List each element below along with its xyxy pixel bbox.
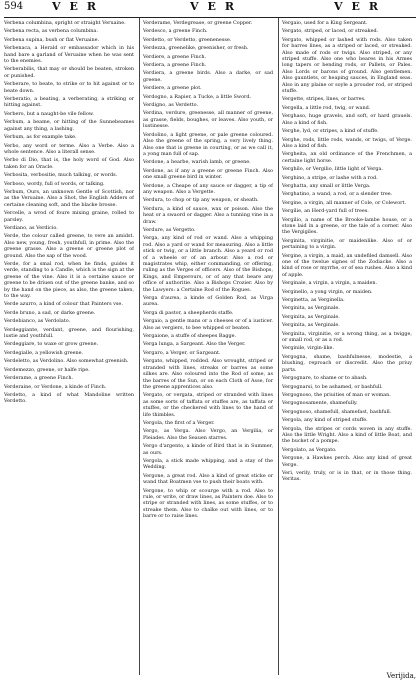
dictionary-entry: Vergognoso, shamefull, shamefast, bashfull. [282, 408, 392, 415]
column-2 [143, 20, 273, 675]
dictionary-entry: Verdigno, as Verdetto. [143, 102, 199, 109]
dictionary-entry: Verghilo, or Vergilio, little light of Verga. [282, 166, 384, 173]
dictionary-entry: Verbena supina, bush or flat Veruaine. [4, 36, 100, 43]
dictionary-entry: Verderame, Verdegrease, or greene Copper. [143, 20, 253, 26]
dictionary-entry: Verbum, as for example take. [4, 134, 77, 141]
dictionary-entry: Verdure, as Vergetto. [143, 226, 196, 233]
dictionary-entry: Verginita, as Verginale. [282, 313, 340, 320]
dictionary-entry: Vergaio, a gentle mans or a cheeses or of a iusticer. Also as vergiers, to bee whipped or beaten. [143, 318, 273, 331]
dictionary-entry: Vergolato, as Vergato. [282, 446, 337, 453]
dictionary-entry: Vergilie, an Herd-yard full of trees. [282, 208, 369, 215]
dictionary-entry: Vergola, the first of a Verger. [143, 419, 215, 426]
dictionary-entry: Verga, any kind of rod or wand. Also a whipping rod. Also a yard or wand for measuring. Also a little stick or twig, or a little branch. Also a yeard or rod of a wheele or of an arbour. Also a rod or magistrates whip, either commanding, or offering, ruling as the Verges of officers. Also of the Bishops, Kings, and Emperours, or of any that beare any office of authoritie. Also a Bishops Crozier. Also by the Lawyers: a Certaine Rod of the Rogues. [143, 235, 273, 293]
dictionary-entry: Vergheita, an old ordinance of the Frenchmen, a certaine light horse. [282, 151, 412, 164]
running-head-right: VER [334, 0, 388, 13]
dictionary-entry: Verdetto, a kind of what Mandoline written Verdetto. [4, 391, 134, 405]
dictionary-entry: Verdetto, or Verdetto, greenenesse. [143, 36, 232, 43]
dictionary-entry: Vergaro, a Verger, or Sargeant. [143, 349, 221, 356]
dictionary-entry: Verboso, wordy, full of words, or talking. [4, 180, 105, 187]
dictionary-entry: Verdone, a Cheape of any sauce or dagger, a tip of any weapon. Also a Vergette. [143, 182, 273, 195]
dictionary-entry: Vergognosamente, shamefully. [282, 400, 358, 407]
dictionary-entry: Vergine, a virgin, all manner of Cole, or Colewort. [282, 199, 407, 206]
dictionary-entry: Verbena columbina, spright or straight Veruaine. [4, 20, 126, 26]
dictionary-entry: Verginita, as Verginale. [282, 322, 340, 329]
dictionary-entry: Verdeggiante, verdant, greene, and flourishing, lustie and youthfull. [4, 326, 134, 340]
dictionary-entry: Verde bruno, a sad, or darke greene. [4, 309, 96, 316]
dictionary-entry: Verde, for a smal rod, when he finds, guides it verde, standing to a Candle, which is the sign at the greene of the vine. Also it is a certaine sauce or greene to be driuen out of the greene banke, and so by the hand on the piece, as also, the greene taken, to the way. [4, 261, 134, 300]
dictionary-entry: Vergo d'argento, a kinde of Bird that is in Summer, as ours. [143, 443, 273, 456]
dictionary-entry: Vergilio, a name of the Brooke-lambe house, or a stone laid in a greene, or the tale of a corner. Also the Vergigiles. [282, 216, 412, 236]
dictionary-entry: Verbena recta, as verbena columbina. [4, 28, 98, 35]
running-head-left: VER [52, 0, 106, 13]
dictionary-entry: Vergella, a little rod, twig, or wand. [282, 104, 371, 111]
dictionary-entry: Vergone, to whip or scourge with a rod. Also to rule, or write, or draw lines, as Painters doe. Also to stripe or stranded with lines, as some stuffes, or to streake them. Also to chalke out with lines, or to barre or to raise lines. [143, 487, 273, 520]
dictionary-entry: Verdone, a hearbe, warish lamb, or greene. [143, 159, 251, 166]
dictionary-entry: Verginita, as Verginale. [282, 305, 340, 312]
dictionary-entry: Verdegialle, a yellowish greene. [4, 349, 84, 356]
dictionary-entry: Verbum, Ours, an unknown Gentle of Scottish, nor as the Veruaine. Also a Shot, the English Adders of certaine cleaning soft, and the blacke brosse. [4, 188, 134, 208]
dictionary-entry: Verghe, lyd, or stripes, a kind of stuffe. [282, 128, 379, 135]
dictionary-entry: Verginita, virginitie, or a wrong thing, as a twigge, or small rod, or as a rod. [282, 330, 412, 344]
dictionary-entry: Verdeletto, as Verdolino. Also somewhat greenish. [4, 358, 129, 365]
dictionary-entry: Verghe, rods, little rods, wands, or twigs, of Verge. Also a kind of fish. [282, 136, 412, 149]
dictionary-entry: Verdebianco, as Verdolato. [4, 318, 71, 325]
dictionary-entry: Verdura, a kind of sauce, wax or poison. Also the heat or a swaord or dagger. Also a tunning vine in a draw. [143, 205, 273, 225]
running-head-center: VER [190, 0, 244, 13]
dictionary-entry: Vergaione, a stuffe of sheepes Bagge. [143, 333, 237, 340]
dictionary-entry: Verghaso, huge gravels, and soft, or hard grauels. Also a kind of fish. [282, 113, 412, 126]
dictionary-entry: Verghino, a stripe, or lashe with a rod. [282, 174, 378, 181]
dictionary-entry: Verdesco, a greene Finch. [143, 28, 208, 35]
column-divider-1 [139, 18, 140, 675]
dictionary-entry: Verdogno, a Rapier, a Tucke, a little Sword. [143, 93, 252, 100]
dictionary-entry: Verghatta, any small or little Verga. [282, 182, 371, 189]
dictionary-entry: Verbo di Dio, that is, the holy word of God. Also taken for an Oracle. [4, 157, 134, 170]
dictionary-entry: Verginile, virgin-like. [282, 345, 334, 352]
dictionary-entry: Vercelle, a wrod of foure mixing graine, rolled to parsley. [4, 210, 134, 223]
column-3 [282, 20, 412, 675]
dictionary-entry: Verberare, to beate, to strike or to hit against or to beate down. [4, 81, 134, 94]
dictionary-entry: Verbosita, verbositie, much talking, or words. [4, 172, 118, 179]
dictionary-entry: Verginita, virginitie, or maidenlike. Also of or pertaining to a virgin. [282, 237, 412, 251]
dictionary-entry: Vergo, as Verga. Also Vergo, an Vergilia, or Pleiades. Also the Seauen starres. [143, 428, 273, 441]
dictionary-entry: Verdiera, a greene Finch. [143, 62, 207, 69]
catchword: Verijida, [386, 672, 416, 680]
dictionary-entry: Verdina, verdure, greenesse, all manner of greene, as grasse, fields, boughes, or leaves. Also youth, or lustinesse. [143, 110, 273, 130]
dictionary-entry: Vergato, striped, or laced, or streaked. [282, 28, 379, 35]
dictionary-entry: Verghatino, a wand, a rod, or a slender tree. [282, 191, 393, 198]
dictionary-entry: Verderame, a greene Finch. [4, 375, 74, 382]
dictionary-entry: Vergone, a great rod. Also a kind of great sticke or wand that Boatmen vse to push their boats with. [143, 472, 273, 486]
dictionary-entry: Veri, verily, truly, or is in that, or in those thing. Veritas. [282, 469, 412, 483]
dictionary-entry: Vergato, whipped, rodded. Also wrought, striped or stranded with lines, streaks or barres as some silkes are. Also coloured into the Rod of some, as the barres of the Sun, or on each Cloth of Asse, for the greene apprentices also. [143, 358, 273, 390]
dictionary-entry: Verginale, a virgin, a virgin, a maiden. [282, 280, 378, 287]
dictionary-entry: Verdura, to chop or tip any weapon, or sheath. [143, 197, 259, 204]
dictionary-entry: Verde azurro, a kind of colour that Painters vse. [4, 301, 123, 308]
dictionary-entry: Verdiano, as Verdicio. [4, 224, 58, 231]
dictionary-entry: Verde, the colour called greene, to vere an amidst. Also new, young, fresh, youthfull, in prime. Also the greene grasse. Also a greene or greene plot of ground. Also the sap of the wood. [4, 233, 134, 259]
dictionary-entry: Vergola, the stripes or cords woven in any stuffe. Also the little Wright. Also a kind of little Boat, and the bucket of a pompe. [282, 425, 412, 445]
page-header [4, 0, 416, 16]
dictionary-entry: Verdeggiare, to waxe or grow greene. [4, 341, 99, 348]
dictionary-entry: Vergola, any kind of striped stuffe. [282, 417, 368, 424]
dictionary-entry: Verginello, a yong virgin, or maiden. [282, 288, 373, 295]
dictionary-entry: Verga d'aurea, a kinde of Golden Rod, as Virga aurea. [143, 295, 273, 308]
dictionary-entry: Verdiere, a greene Finch. [143, 53, 207, 60]
dictionary-entry: Verbo, any word or terme. Also a Verbe. Also a whole sentence. Also a literall sense. [4, 142, 134, 155]
dictionary-entry: Verdone, as if any a greene or greene Finch. Also one small greene bird in winter. [143, 167, 273, 181]
dictionary-entry: Verberabilis, that may or should be beaten, stroken or punished. [4, 66, 134, 79]
dictionary-entry: Vergognarsi, to be ashamed, or bashfull. [282, 383, 383, 390]
dictionary-entry: Verdezza, greenelike, greenisher, or fresh. [143, 45, 249, 52]
dictionary-entry: Vergato, whipped or lashed with rods. Also taken for barres lines, as a striped or laced, or streaked. Also made of rods or twigs. Also striped, or any striped stuffe. Also one who beares in his Armes long tapers or bending rods, or Pallets, or Pales. Also Lords or barons of ground. Also gentlemen. Also gauntlets, or heaping sauces, in England seas. Also in any plaine or soyle a prouder rod, or striped stuffe. [282, 36, 412, 95]
dictionary-entry: Verga lunga, a Sargeant. Also the Verger. [143, 341, 246, 348]
dictionary-entry: Vergato, or vergata, striped or stranded with lines as some sorts of taffata or stuffes are, as taffata or stuffes, or the checkered with lines to the hand of life thimbles. [143, 392, 273, 418]
dictionary-entry: Verdiera, a greene birds. Also a darke, or sad greene. [143, 70, 273, 83]
dictionary-entry: Verdolino, a light greene, or pale greene coloured. Also the greene of the spring, a very lively thing. Also one that is greene in courting, or as we call it, a yong man full of sap. [143, 131, 273, 157]
dictionary-entry: Verbum, a beame, or hitting of the Sunnebeames against any thing, a lashing. [4, 119, 134, 132]
dictionary-entry: Verdemezzo, greene, or halfe ripe. [4, 366, 90, 373]
dictionary-entry: Vergola, a stick made whipping, and a stay of the Wedding. [143, 457, 273, 471]
dictionary-entry: Verberatio, a beating, a verberating, a striking or hitting against. [4, 96, 134, 109]
column-1 [4, 20, 134, 675]
dictionary-entry: Verderaine, or Verdone, a kinde of Finch. [4, 383, 107, 390]
dictionary-entry: Verdiere, a greene plot. [143, 85, 202, 92]
dictionary-entry: Vergaio, used for a King Sergeant. [282, 20, 368, 26]
column-divider-2 [278, 18, 279, 675]
dictionary-entry: Verga di pastor, a sheepherds staffe. [143, 309, 234, 316]
dictionary-entry: Vergognoso, the priuities of man or woman. [282, 391, 391, 398]
dictionary-entry: Verbero, but a naught-be vile fellow. [4, 110, 94, 117]
dictionary-entry: Vergette, stripes, lines, or barres. [282, 96, 366, 103]
page-number: 594 [4, 1, 24, 12]
dictionary-entry: Vergogna, shame, bashfulnesse, modestie, a blushing, reproach or discredit. Also the priuy parts. [282, 353, 412, 373]
dictionary-entry: Vergine, a virgin, a maid, an undefiled damsell. Also one of the twelue signes of the Zodiacke. Also a kind of rose or myrrhe, or of sea rushes. Also a kind of apple. [282, 252, 412, 278]
dictionary-entry: Verginetta, as Verginella. [282, 297, 345, 304]
header-rule [4, 17, 416, 18]
dictionary-entry: Vergognare, to shame or to abash. [282, 375, 368, 382]
dictionary-entry: Verbenaca, a Herald or embassador which in his hand bare a garland of Veruaine when he was sent to the enemies. [4, 45, 134, 65]
dictionary-entry: Vergone, a Hawkes perch. Also any kind of great Verge. [282, 455, 412, 468]
